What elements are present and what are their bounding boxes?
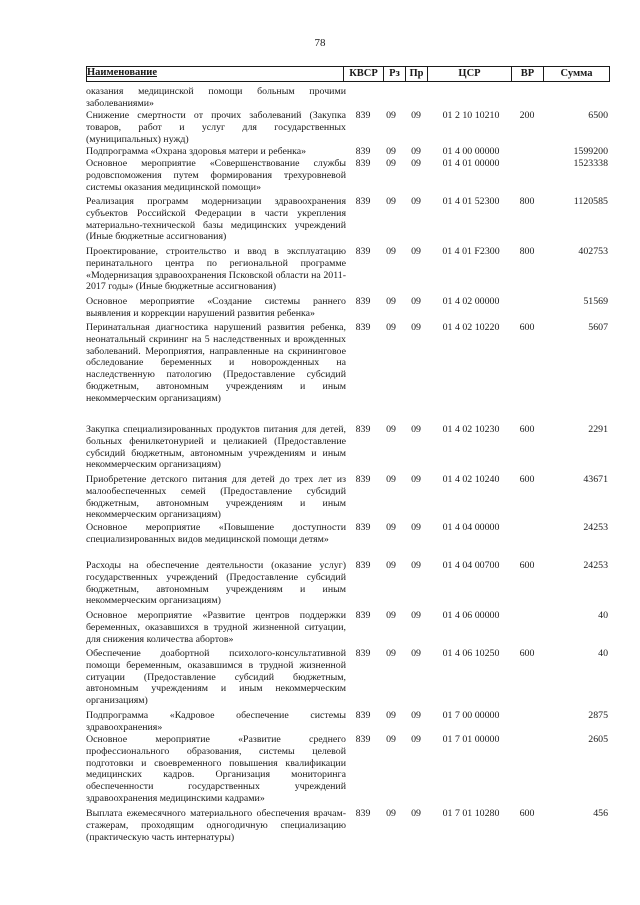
row-csr: 01 4 01 F2300 [442,246,500,257]
row-vr: 600 [519,424,535,435]
row-vr: 800 [519,196,535,207]
page-number: 78 [314,37,326,49]
row-name: Основное мероприятие «Повышение доступности специализированных видов медицинской помощи детям» [86,522,346,545]
header-kvsr: КВСР [343,67,383,81]
row-pr: 09 [411,710,421,721]
row-vr: 600 [519,322,535,333]
row-pr: 09 [411,296,421,307]
row-name: Обеспечение доабортной психолого-консультативной помощи беременным, оказавшимся в трудной жизненной ситуации (Предоставление субсидий бюджетным, автономным учреждениям и иным некоммерческим организациям) [86,648,346,707]
row-name: Подпрограмма «Охрана здоровья матери и ребенка» [86,146,307,157]
row-vr: 600 [519,808,535,819]
row-sum: 5607 [588,322,608,333]
row-pr: 09 [411,146,421,157]
row-pr: 09 [411,196,421,207]
row-rz: 09 [386,648,396,659]
row-csr: 01 4 04 00000 [442,522,500,533]
row-kvsr: 839 [355,560,371,571]
row-rz: 09 [386,808,396,819]
row-pr: 09 [411,322,421,333]
row-sum: 456 [593,808,608,819]
row-name: Закупка специализированных продуктов питания для детей, больных фенилкетонурией и целиакией (Предоставление субсидий бюджетным, автономным учреждениям и иным некоммерческим организациям) [86,424,346,471]
row-csr: 01 4 02 00000 [442,296,500,307]
header-sum: Сумма [543,67,609,81]
row-csr: 01 4 02 10220 [442,322,500,333]
row-pr: 09 [411,808,421,819]
row-rz: 09 [386,734,396,745]
header-pr: Пр [405,67,427,81]
row-pr: 09 [411,158,421,169]
row-csr: 01 7 00 00000 [442,710,500,721]
row-kvsr: 839 [355,648,371,659]
row-name: Приобретение детского питания для детей до трех лет из малообеспеченных семей (Предоставление субсидий бюджетным, автономным учреждениям и иным некоммерческим организациям) [86,474,346,521]
table-header [86,66,610,82]
row-kvsr: 839 [355,424,371,435]
row-name: Выплата ежемесячного материального обеспечения врачам-стажерам, проходящим одногодичную специализацию (практическую часть интернатуры) [86,808,346,843]
row-sum: 402753 [578,246,608,257]
row-rz: 09 [386,246,396,257]
row-kvsr: 839 [355,158,371,169]
row-kvsr: 839 [355,610,371,621]
row-csr: 01 4 01 52300 [442,196,500,207]
row-csr: 01 4 02 10240 [442,474,500,485]
row-rz: 09 [386,322,396,333]
row-name: Подпрограмма «Кадровое обеспечение системы здравоохранения» [86,710,346,733]
row-name: Основное мероприятие «Развитие центров поддержки беременных, оказавшихся в трудной жизненной ситуации, для снижения количества абортов» [86,610,346,645]
row-pr: 09 [411,734,421,745]
row-kvsr: 839 [355,196,371,207]
row-csr: 01 4 06 00000 [442,610,500,621]
row-pr: 09 [411,610,421,621]
row-csr: 01 4 00 00000 [442,146,500,157]
row-vr: 800 [519,246,535,257]
header-name: Наименование [87,67,157,78]
row-sum: 6500 [588,110,608,121]
row-sum: 43671 [583,474,608,485]
row-rz: 09 [386,474,396,485]
row-pr: 09 [411,110,421,121]
row-vr: 600 [519,474,535,485]
row-csr: 01 4 01 00000 [442,158,500,169]
row-kvsr: 839 [355,734,371,745]
row-name: Реализация программ модернизации здравоохранения субъектов Российской Федерации в части укрепления материально-технической базы медицинских учреждений (Иные бюджетные ассигнования) [86,196,346,243]
row-vr: 200 [519,110,535,121]
row-csr: 01 4 06 10250 [442,648,500,659]
row-rz: 09 [386,522,396,533]
row-name: Проектирование, строительство и ввод в эксплуатацию перинатального центра по региональной программе «Модернизация здравоохранения Псковской области на 2011-2017 годы» (Иные бюджетные ассигнования) [86,246,346,293]
row-vr: 600 [519,648,535,659]
row-rz: 09 [386,110,396,121]
row-name: Перинатальная диагностика нарушений развития ребенка, неонатальный скрининг на 5 наследственных и врожденных заболеваний. Мероприятия, направленные на скрининговое обследование беременных и новорожденных на наследственную патологию (Предоставление субсидий бюджетным, автономным учреждениям и иным некоммерческим организациям) [86,322,346,404]
header-rz: Рз [383,67,405,81]
row-name: Основное мероприятие «Совершенствование службы родовспоможения путем формирования трехуровневой системы оказания медицинской помощи» [86,158,346,193]
row-rz: 09 [386,560,396,571]
row-kvsr: 839 [355,146,371,157]
row-pr: 09 [411,474,421,485]
row-sum: 2291 [588,424,608,435]
row-sum: 24253 [583,522,608,533]
row-name: Основное мероприятие «Создание системы раннего выявления и коррекции нарушений развития ребенка» [86,296,346,319]
row-kvsr: 839 [355,322,371,333]
row-sum: 40 [598,648,608,659]
row-kvsr: 839 [355,710,371,721]
row-rz: 09 [386,146,396,157]
row-sum: 1120585 [573,196,608,207]
row-rz: 09 [386,296,396,307]
row-csr: 01 4 04 00700 [442,560,500,571]
row-name: Основное мероприятие «Развитие среднего профессионального образования, системы целевой подготовки и своевременного повышения квалификации медицинских кадров. Организация мониторинга обеспеченности государственных учреждений здравоохранения медицинскими кадрами» [86,734,346,804]
row-rz: 09 [386,610,396,621]
row-sum: 51569 [583,296,608,307]
row-kvsr: 839 [355,474,371,485]
row-sum: 2605 [588,734,608,745]
row-rz: 09 [386,424,396,435]
row-pr: 09 [411,246,421,257]
row-sum: 24253 [583,560,608,571]
row-sum: 2875 [588,710,608,721]
row-name: Снижение смертности от прочих заболеваний (Закупка товаров, работ и услуг для государственных (муниципальных) нужд) [86,110,346,145]
row-pr: 09 [411,648,421,659]
row-kvsr: 839 [355,246,371,257]
row-rz: 09 [386,158,396,169]
row-pr: 09 [411,560,421,571]
row-pr: 09 [411,522,421,533]
row-csr: 01 4 02 10230 [442,424,500,435]
row-kvsr: 839 [355,808,371,819]
header-csr: ЦСР [427,67,511,81]
row-kvsr: 839 [355,522,371,533]
row-vr: 600 [519,560,535,571]
row-csr: 01 2 10 10210 [442,110,500,121]
row-csr: 01 7 01 00000 [442,734,500,745]
row-rz: 09 [386,710,396,721]
row-sum: 40 [598,610,608,621]
row-csr: 01 7 01 10280 [442,808,500,819]
row-name: Расходы на обеспечение деятельности (оказание услуг) государственных учреждений (Предоставление субсидий бюджетным, автономным учреждениям и иным некоммерческим организациям) [86,560,346,607]
row-sum: 1523338 [573,158,608,169]
row-kvsr: 839 [355,110,371,121]
row-pr: 09 [411,424,421,435]
row-sum: 1599200 [573,146,608,157]
row-rz: 09 [386,196,396,207]
row-kvsr: 839 [355,296,371,307]
row-name: оказания медицинской помощи больным прочими заболеваниями» [86,86,346,109]
header-vr: ВР [511,67,543,81]
